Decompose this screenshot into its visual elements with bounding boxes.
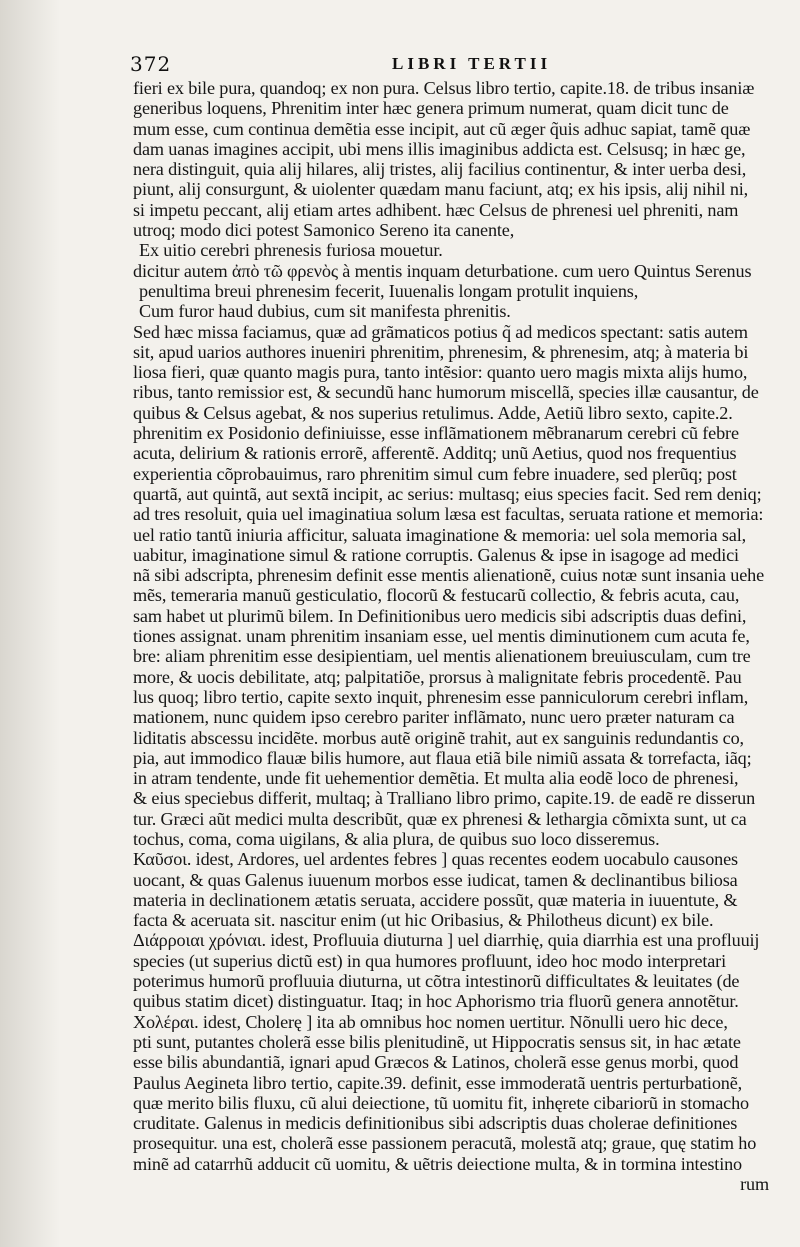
text-line: sit, apud uarios authores inueniri phrenitim, phrenesim, & phrenesim, atq; à materia bi (133, 341, 749, 362)
text-line: dicitur autem ἀπὸ τῶ φρενὸς à mentis inquam deturbatione. cum uero Quintus Serenus (133, 260, 752, 281)
text-line: tur. Græci aũt medici multa describũt, quæ ex phrenesi & lethargia cõmixta sunt, ut ca (133, 808, 747, 829)
text-line: fieri ex bile pura, quandoq; ex non pura. Celsus libro tertio, capite.18. de tribus insaniæ (133, 78, 755, 98)
text-line: liditatis abscessu incidẽte. morbus autẽ originẽ trahit, aut ex sanguinis redundantis co, (133, 727, 744, 748)
text-line: poterimus humorũ profluuia diuturna, ut cõtra intestinorũ difficultates & leuitates (de (133, 971, 740, 992)
text-line: liosa fieri, quæ quanto magis pura, tanto intẽsior: quanto uero magis mixta alijs humo, (133, 362, 748, 383)
text-line: rum (740, 1174, 769, 1195)
text-line: mẽs, temeraria manuũ gesticulatio, flocorũ & festucarũ collectio, & febris acuta, cau, (133, 585, 740, 606)
text-line: Ex uitio cerebri phrenesis furiosa mouetur. (139, 240, 443, 261)
text-line: nã sibi adscripta, phrenesim definit esse mentis alienationẽ, cuius notæ sunt insania uehe (133, 565, 764, 586)
text-line: ad tres resoluit, quia uel imaginatiua solum læsa est facultas, seruata ratione et memoria: (133, 504, 764, 525)
text-line: sam habet ut plurimũ bilem. In Definitionibus uero medicis sibi adscriptis duas defini, (133, 605, 747, 626)
text-line: penultima breui phrenesim fecerit, Iuuenalis longam protulit inquiens, (139, 280, 639, 301)
text-line: mum esse, cum continua demẽtia esse incipit, aut cũ æger q̃uis adhuc sapiat, tamẽ quæ (133, 118, 751, 139)
text-line: tochus, coma, coma uigilans, & alia plura, de quibus suo loco disseremus. (133, 828, 660, 849)
text-line: piunt, alij consurgunt, & uiolenter quædam manu faciunt, atq; ex his ipsis, alij nihil ni, (133, 179, 749, 200)
text-line: mationem, nunc quidem ipso cerebro pariter inflãmato, nunc uero præter naturam ca (133, 707, 735, 728)
text-line: nera distinguit, quia alij hilares, alij tristes, alij facilius continentur, & inter uerba desi, (133, 159, 747, 180)
text-line: quæ merito bilis fluxu, cũ alui deiectione, tũ uomitu fit, inhęrete cibariorũ in stomacho (133, 1092, 749, 1113)
page-number: 372 (130, 52, 172, 76)
text-line: & eius speciebus differit, multaq; à Tralliano libro primo, capite.19. de eadẽ re disserun (133, 788, 756, 809)
text-line: ribus, tanto remissior est, & secundũ hanc humorum miscellã, species illæ causantur, de (133, 382, 759, 403)
text-line: esse bilis abundantiã, ignari apud Græcos & Latinos, cholerã esse genus morbi, quod (133, 1052, 739, 1073)
text-line: acuta, delirium & rationis errorẽ, afferentẽ. Additq; unũ Aetius, quod nos frequentius (133, 443, 737, 464)
text-line: species (ut superius dictũ est) in qua humores profluunt, ideo hoc modo interpretari (133, 950, 726, 971)
text-line: lus quoq; libro tertio, capite sexto inquit, phrenesim esse panniculorum cerebri inflam, (133, 686, 749, 707)
text-line: Sed hæc missa faciamus, quæ ad grãmaticos potius q̃ ad medicos spectant: satis autem (133, 321, 748, 342)
text-line: Καῦσοι. idest, Ardores, uel ardentes febres ] quas recentes eodem uocabulo causones (133, 849, 738, 870)
gutter-shadow (0, 0, 60, 1247)
text-line: phrenitim ex Posidonio definiuisse, esse inflãmationem mẽbranarum cerebri cũ febre (133, 423, 739, 444)
text-line: quartã, aut quintã, aut sextã incipit, ac serius: multasq; eius species facit. Sed rem deniq; (133, 483, 762, 504)
text-line: materia in declinationem ætatis seruata, accidere possũt, quæ materia in iuuentute, & (133, 889, 738, 910)
text-line: prosequitur. una est, cholerã esse passionem peracutã, molestã atq; graue, quę statim ho (133, 1133, 757, 1154)
text-line: facta & aceruata sit. nascitur enim (ut hic Oribasius, & Philotheus dicunt) ex bile. (133, 910, 714, 931)
text-line: cruditate. Galenus in medicis definitionibus sibi adscriptis duas cholerae definitiones (133, 1113, 738, 1134)
text-line: in atram tendente, unde fit uehementior demẽtia. Et multa alia eodẽ loco de phrenesi, (133, 768, 739, 789)
text-line: generibus loquens, Phrenitim inter hæc genera primum numerat, quam dicit tunc de (133, 98, 729, 119)
text-line: uocant, & quas Galenus iuuenum morbos esse iudicat, tamen & declinantibus biliosa (133, 869, 738, 890)
text-line: dam uanas imagines accipit, ubi mens illis imaginibus addicta est. Celsusq; in hæc ge, (133, 138, 746, 159)
text-line: pia, aut immodico flauæ bilis humore, aut flaua etiã bile nimiũ assata & torrefacta, iãq; (133, 747, 752, 768)
text-line: uabitur, imaginatione simul & ratione corruptis. Galenus & ipse in isagoge ad medici (133, 544, 739, 565)
text-line: tiones assignat. unam phrenitim insaniam esse, uel mentis diminutionem cum acuta fe, (133, 626, 750, 647)
page-header (130, 52, 770, 78)
text-line: minẽ ad catarrhũ adducit cũ uomitu, & uẽtris deiectione multa, & in tormina intestino (133, 1153, 743, 1174)
text-line: quibus & Celsus agebat, & nos superius retulimus. Adde, Aetiũ libro sexto, capite.2. (133, 402, 733, 423)
text-line: Paulus Aegineta libro tertio, capite.39. definit, esse immoderatã uentris perturbationẽ, (133, 1072, 743, 1093)
text-line: uel ratio tantũ iniuria afficitur, saluata imaginatione & memoria: uel sola memoria sal, (133, 524, 747, 545)
text-line: bre: aliam phrenitim esse desipientiam, uel mentis alienationem breuiusculam, cum tre (133, 646, 751, 667)
text-line: pti sunt, putantes cholerã esse bilis plenitudinẽ, ut Hippocratis sensus sit, in hac ætate (133, 1031, 741, 1052)
running-head: LIBRI TERTII (392, 54, 552, 73)
text-line: Διάρροιαι χρόνιαι. idest, Profluuia diuturna ] uel diarrhię, quia diarrhia est una profluuij (133, 930, 760, 951)
text-line: Χολέραι. idest, Cholerę ] ita ab omnibus hoc nomen uertitur. Nõnulli uero hic dece, (133, 1011, 728, 1032)
text-line: more, & uocis debilitate, atq; palpitatiõe, prorsus à malignitate febris procedentẽ. Pau (133, 666, 742, 687)
text-line: quibus statim dicet) distinguatur. Itaq; in hoc Aphorismo tria fluorũ genera annotẽtur. (133, 991, 739, 1012)
text-line: si impetu peccant, alij etiam artes adhibent. hæc Celsus de phrenesi uel phreniti, nam (133, 199, 739, 220)
body-text (133, 78, 773, 1194)
text-line: Cum furor haud dubius, cum sit manifesta phrenitis. (139, 301, 511, 322)
text-line: utroq; modo dici potest Samonico Sereno ita canente, (133, 220, 515, 241)
text-line: experientia cõprobauimus, raro phrenitim simul cum febre inuadere, sed plerũq; post (133, 463, 737, 484)
